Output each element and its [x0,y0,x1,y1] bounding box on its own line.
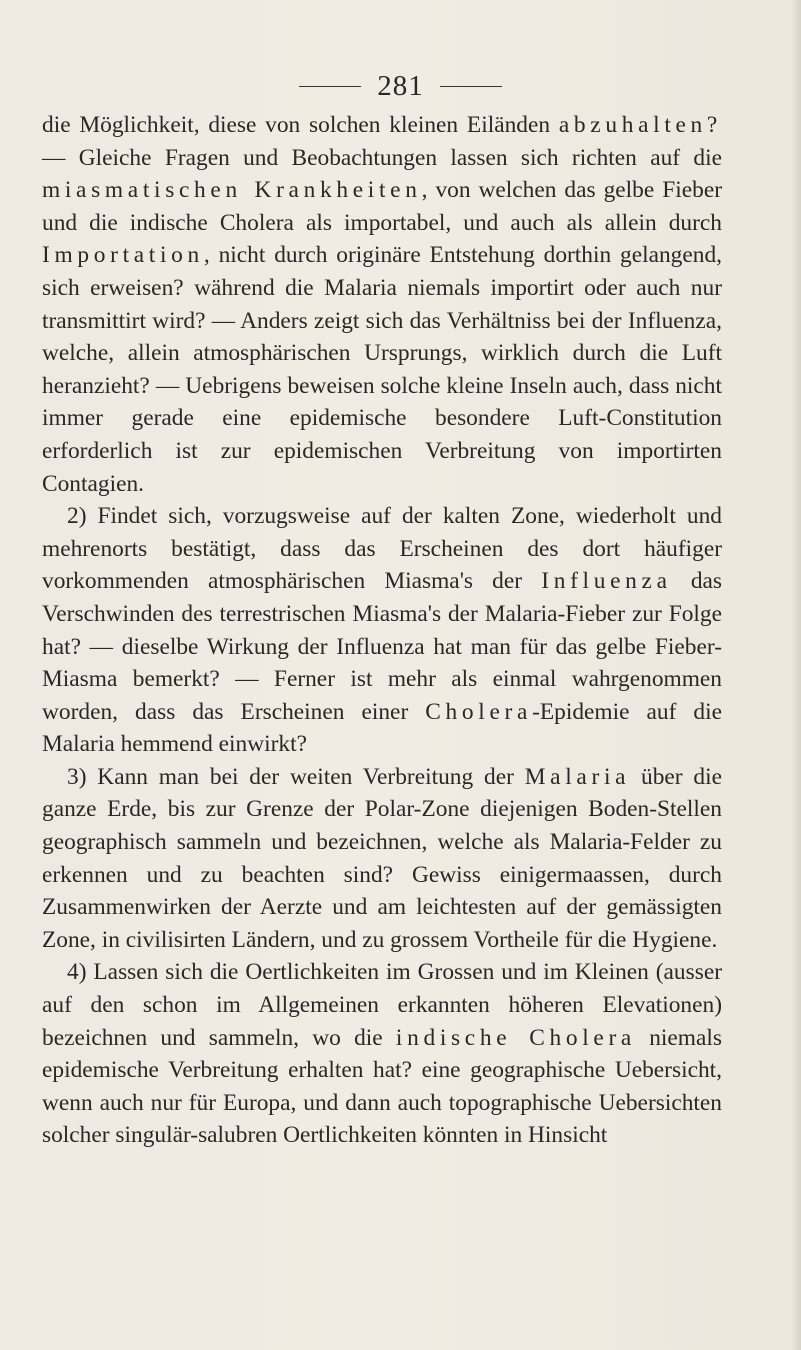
spaced-term: Malaria [524,763,631,790]
text-segment: die Möglichkeit, diese von solchen kleinen Eiländen [42,112,559,138]
text-segment: , von welchen das gelbe Fieber und die indische Cholera als importabel, und auch als allein durch [42,177,722,236]
spaced-term: Influenza [541,568,672,595]
body-text [42,109,722,1152]
header-rule-right [440,86,502,87]
page-header [0,70,801,103]
text-segment: -Epidemie auf die Malaria hemmend einwirkt? [42,698,723,758]
text-segment: niemals epidemische Verbreitung erhalten hat? eine geographische Uebersicht, wenn auch nur für Europa, und dann auch topographische Uebersichten solcher singulär-salubren Oertlichkeiten könnten in Hinsicht [42,1024,722,1149]
text-segment: das Verschwinden des terrestrischen Miasma's der Malaria-Fieber zur Folge hat? — dieselbe Wirkung der Influenza hat man für das gelbe Fieber-Miasma bemerkt? — Ferner ist mehr als einmal wahrgenommen worden, dass das Erscheinen einer [42,568,723,725]
spaced-term: abzuhalten? [558,112,722,138]
spaced-term: Importation [42,242,204,269]
paragraph-1 [42,109,722,500]
paragraph-3 [42,761,722,957]
page-edge-shadow [791,0,801,1350]
text-segment: 3) Kann man bei der weiten Verbreitung der [67,763,525,790]
spaced-term: indische Cholera [395,1024,636,1051]
text-segment: , nicht durch originäre Entstehung dorthin gelangend, sich erweisen? während die Malaria niemals importirt oder auch nur transmittirt wird? — Anders zeigt sich das Verhältniss bei der Influenza, welche, allein atmosphärischen Ursprungs, wirklich durch die Luft heranzieht? — Uebrigens beweisen solche kleine Inseln auch, dass nicht immer gerade eine epidemische besondere Luft-Constitution erforderlich ist zur epidemischen Verbreitung von importirten Contagien. [42,242,722,497]
text-segment: — Gleiche Fragen und Beobachtungen lassen sich richten auf die [42,144,722,171]
paragraph-2 [42,500,722,761]
spaced-term: Cholera [425,698,533,725]
page-number: 281 [377,70,424,102]
paragraph-4 [42,956,722,1152]
text-segment: 2) Findet sich, vorzugsweise auf der kalten Zone, wiederholt und mehrenorts bestätigt, dass das Erscheinen des dort häufiger vorkommenden atmosphärischen Miasma's der [42,503,722,595]
header-rule-left [299,86,361,87]
spaced-term: miasmatischen Krankheiten [42,177,422,204]
text-segment: 4) Lassen sich die Oertlichkeiten im Grossen und im Kleinen (ausser auf den schon im Allgemeinen erkannten höheren Elevationen) bezeichnen und sammeln, wo die [42,959,722,1051]
text-segment: über die ganze Erde, bis zur Grenze der Polar-Zone diejenigen Boden-Stellen geographisch sammeln und bezeichnen, welche als Malaria-Felder zu erkennen und zu beachten sind? Gewiss einigermaassen, durch Zusammenwirken der Aerzte und am leichtesten auf der gemässigten Zone, in civilisirten Ländern, und zu grossem Vortheile für die Hygiene. [42,763,722,953]
